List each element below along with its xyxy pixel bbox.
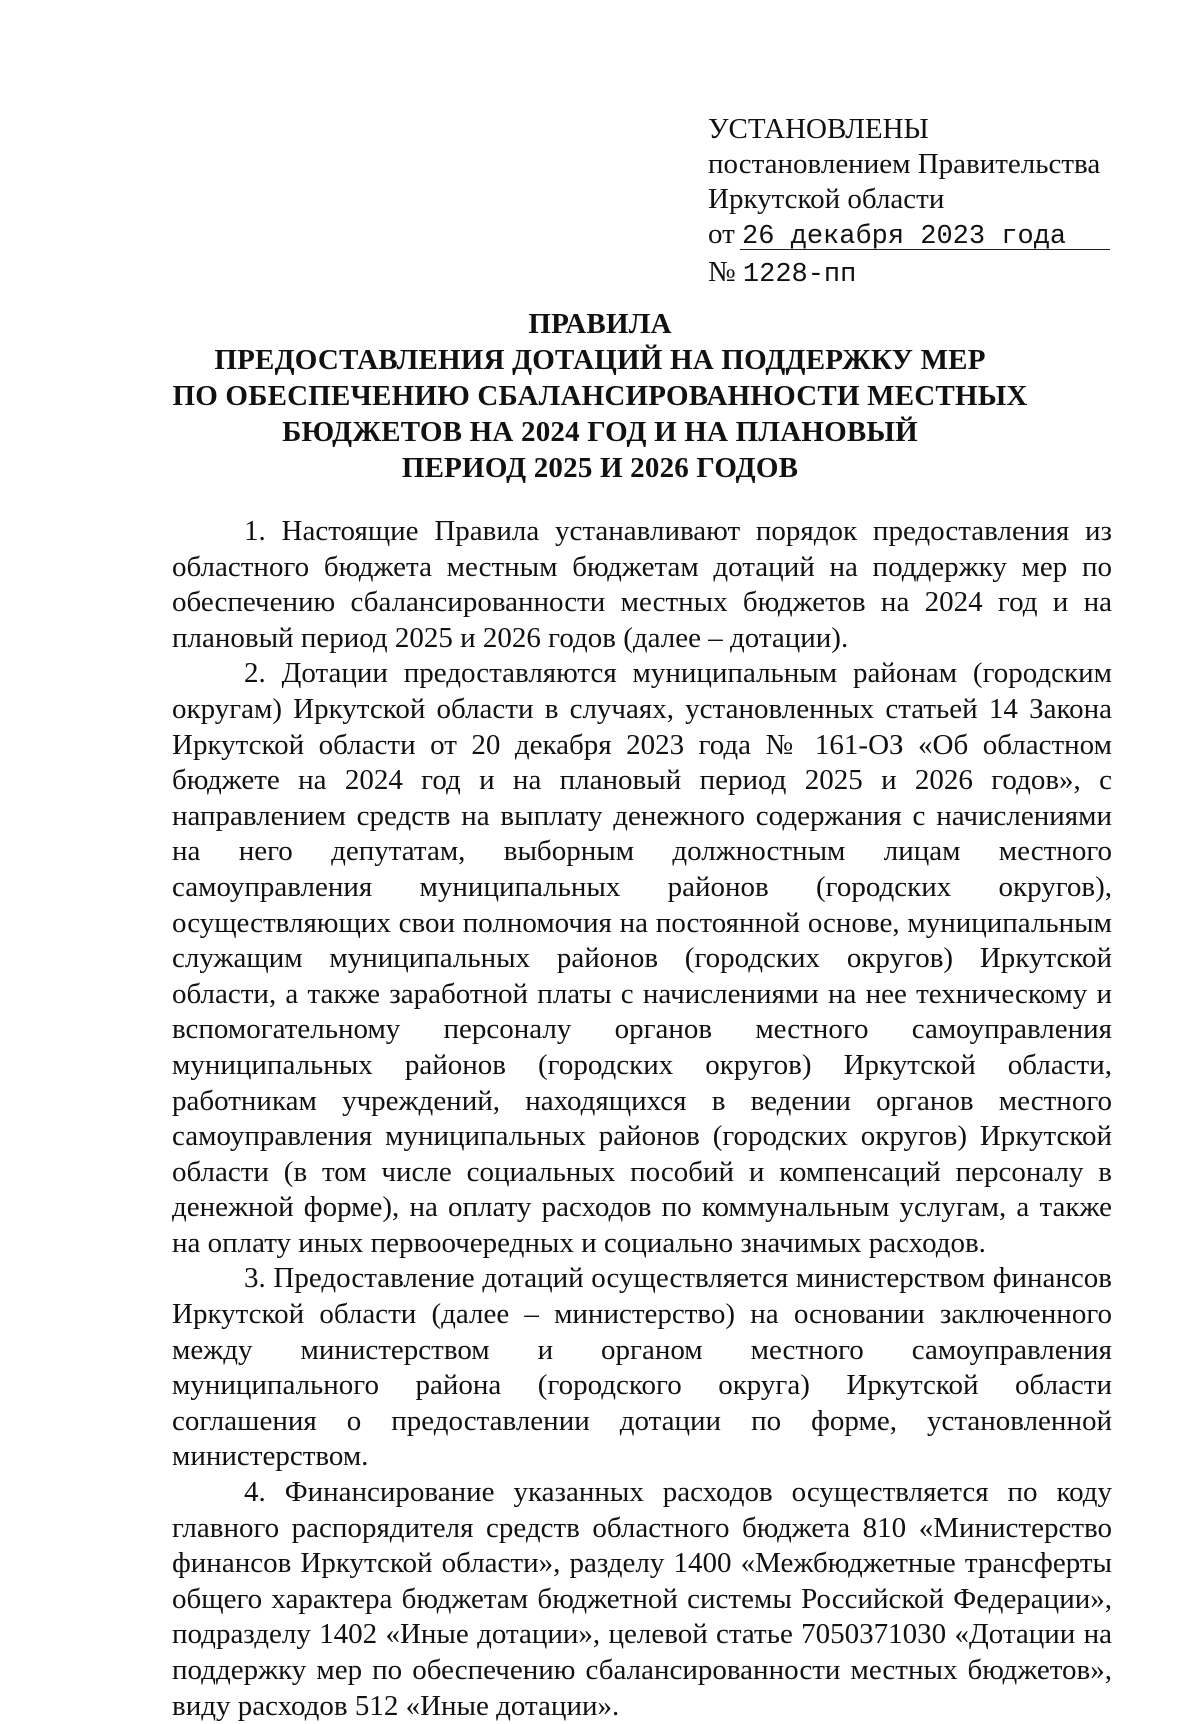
- approval-number-line: [708, 255, 1128, 293]
- approval-number-value: 1228-пп: [742, 260, 857, 290]
- paragraph-3: 3. Предоставление дотаций осуществляется министерством финансов Иркутской области (далее – министерство) на основании заключенного между министерством и органом местного самоуправления муниципального района (городского округа) Иркутской области соглашения о предоставлении дотации по форме, установленной министерством.: [172, 1262, 1112, 1473]
- approval-heading: УСТАНОВЛЕНЫ: [708, 113, 929, 145]
- title-line-5: ПЕРИОД 2025 И 2026 ГОДОВ: [401, 452, 799, 484]
- approval-stamp: [708, 112, 1128, 293]
- document-body: [172, 514, 1112, 1724]
- approval-date-value: 26 декабря 2023 года: [742, 222, 1067, 252]
- approval-date-line: [708, 217, 1128, 255]
- title-line-1: ПРАВИЛА: [528, 308, 672, 340]
- paragraph-2: 2. Дотации предоставляются муниципальным районам (городским округам) Иркутской области в случаях, установленных статьей 14 Закона Иркутской области от 20 декабря 2023 года № 161-ОЗ «Об областном бюджете на 2024 год и на плановый период 2025 и 2026 годов», с направлением средств на выплату денежного содержания с начислениями на него депутатам, выборным должностным лицам местного самоуправления муниципальных районов (городских округов), осуществляющих свои полномочия на постоянной основе, муниципальным служащим муниципальных районов (городских округов) Иркутской области, а также заработной платы с начислениями на нее техническому и вспомогательному персоналу органов местного самоуправления муниципальных районов (городских округов) Иркутской области, работникам учреждений, находящихся в ведении органов местного самоуправления муниципальных районов (городских округов) Иркутской области (в том числе социальных пособий и компенсаций персоналу в денежной форме), на оплату расходов по коммунальным услугам, а также на оплату иных первоочередных и социально значимых расходов.: [172, 657, 1112, 1259]
- paragraph-1: 1. Настоящие Правила устанавливают порядок предоставления из областного бюджета местным бюджетам дотаций на поддержку мер по обеспечению сбалансированности местных бюджетов на 2024 год и на плановый период 2025 и 2026 годов (далее – дотации).: [172, 515, 1112, 654]
- title-line-3: ПО ОБЕСПЕЧЕНИЮ СБАЛАНСИРОВАННОСТИ МЕСТНЫХ: [172, 380, 1028, 412]
- date-underline: [740, 249, 1110, 250]
- document-title: [0, 306, 1200, 486]
- approval-number-prefix: №: [708, 256, 736, 288]
- approval-date-prefix: от: [708, 218, 735, 250]
- paragraph-4: 4. Финансирование указанных расходов осуществляется по коду главного распорядителя средств областного бюджета 810 «Министерство финансов Иркутской области», разделу 1400 «Межбюджетные трансферты общего характера бюджетам бюджетной системы Российской Федерации», подразделу 1402 «Иные дотации», целевой статье 7050371030 «Дотации на поддержку мер по обеспечению сбалансированности местных бюджетов», виду расходов 512 «Иные дотации».: [172, 1476, 1112, 1722]
- title-line-2: ПРЕДОСТАВЛЕНИЯ ДОТАЦИЙ НА ПОДДЕРЖКУ МЕР: [214, 344, 986, 376]
- title-line-4: БЮДЖЕТОВ НА 2024 ГОД И НА ПЛАНОВЫЙ: [282, 416, 918, 448]
- approval-authority: постановлением Правительства: [708, 148, 1101, 180]
- approval-region: Иркутской области: [708, 183, 945, 215]
